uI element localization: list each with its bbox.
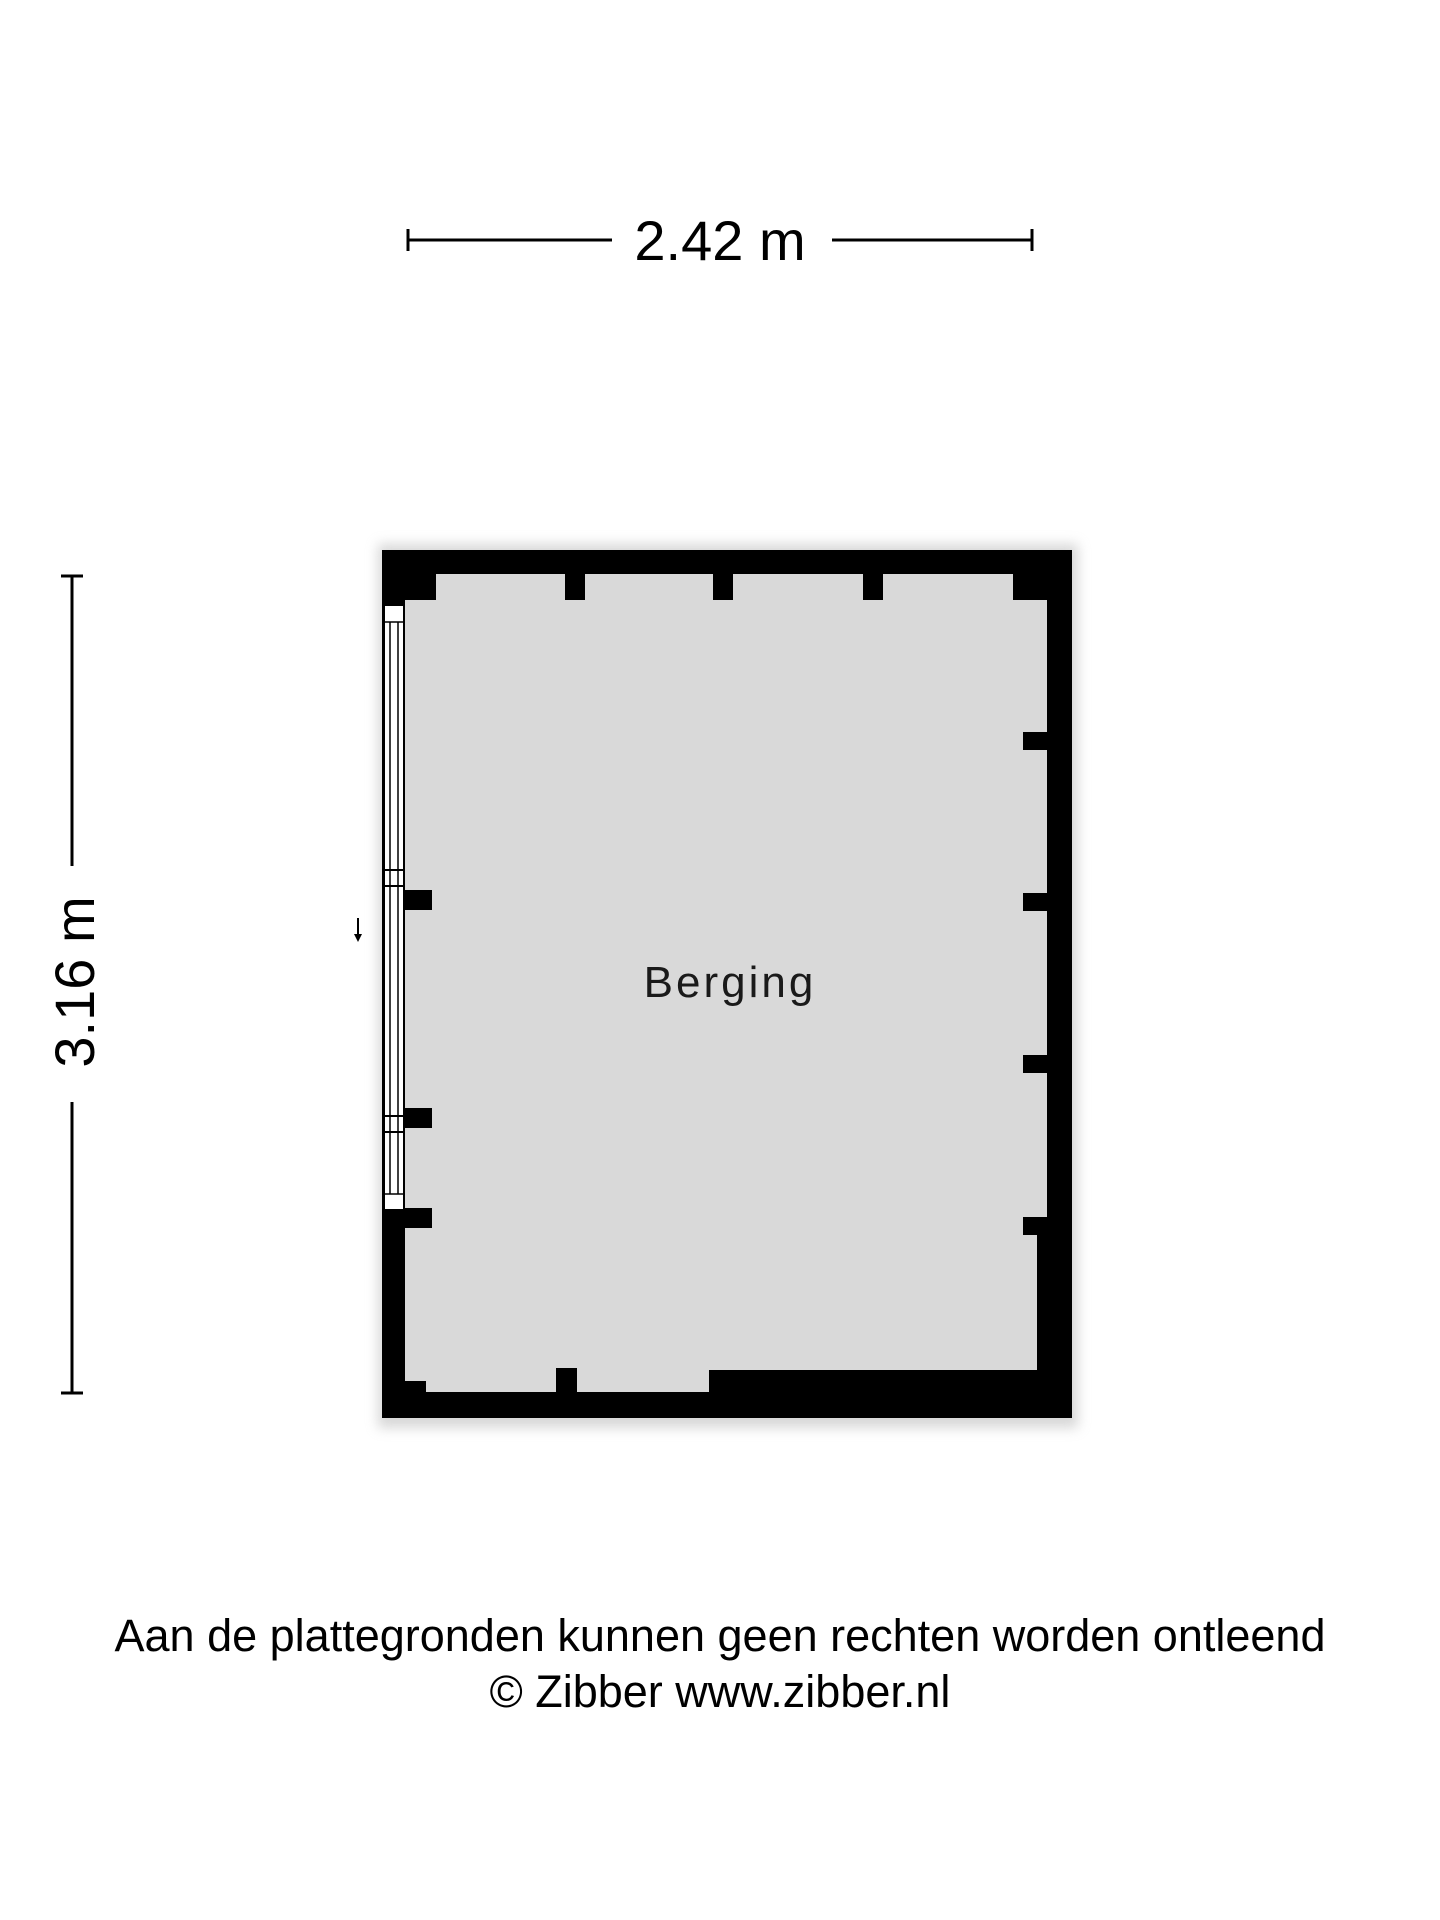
footer — [0, 1608, 1440, 1720]
room-name-label: Berging — [643, 958, 817, 1007]
window-left-wall — [384, 605, 404, 1210]
copyright-text: © Zibber www.zibber.nl — [489, 1666, 951, 1717]
width-dimension-label: 2.42 m — [634, 209, 806, 272]
height-dimension-label: 3.16 m — [43, 896, 106, 1068]
entrance-arrow-icon — [354, 918, 362, 942]
disclaimer-text: Aan de plattegronden kunnen geen rechten worden ontleend — [114, 1610, 1326, 1661]
